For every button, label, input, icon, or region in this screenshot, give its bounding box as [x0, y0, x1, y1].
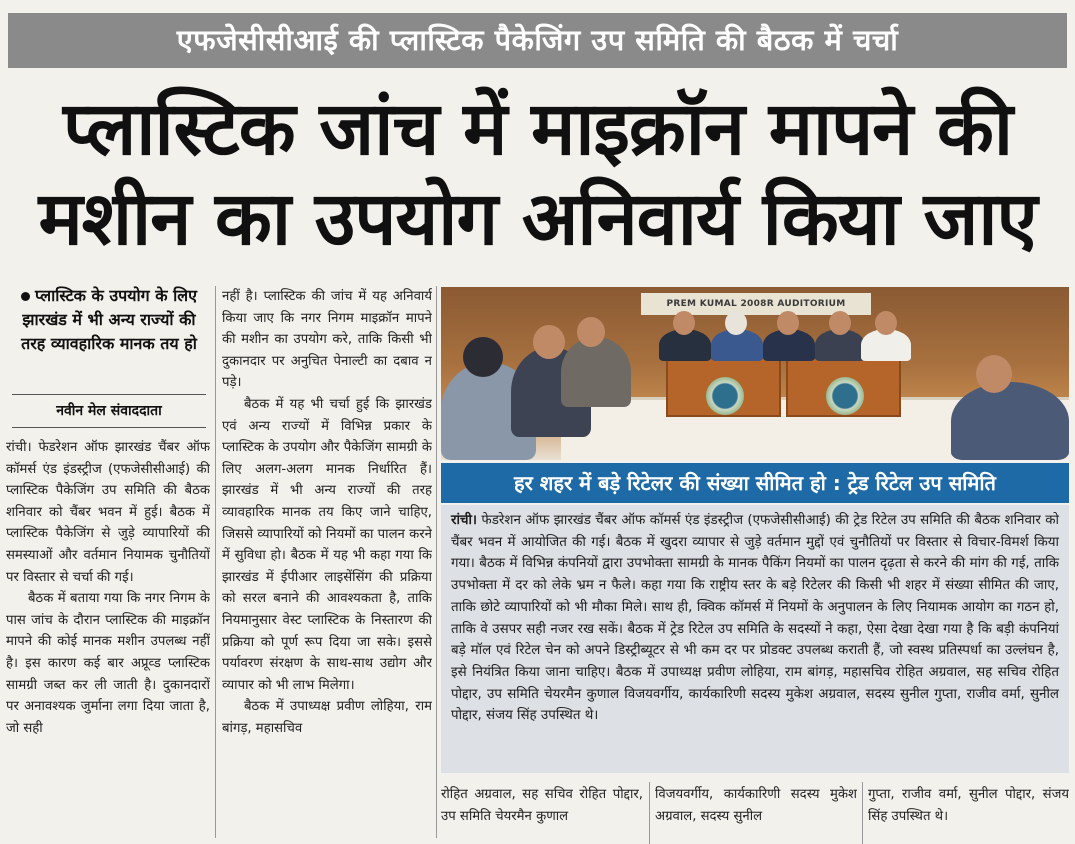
section-banner: एफजेसीसीआई की प्लास्टिक पैकेजिंग उप समिति की बैठक में चर्चा [8, 13, 1067, 68]
headline-line-2: मशीन का उपयोग अनिवार्य किया जाए [38, 176, 1037, 262]
person [561, 337, 631, 407]
byline: नवीन मेल संवाददाता [56, 403, 162, 419]
person-head [777, 311, 799, 335]
person-head [829, 311, 851, 335]
chamber-logo-icon [826, 377, 864, 415]
person-head [976, 355, 1012, 393]
headline-line-1: प्लास्टिक जांच में माइक्रॉन मापने की [62, 86, 1012, 172]
paragraph: बैठक में बताया गया कि नगर निगम के पास जांच के दौरान प्लास्टिक की माइक्रॉन मापने की कोई मानक मशीन उपलब्ध नहीं है। इस कारण कई बार अप्रूव्ड प्लास्टिक सामग्री जब्त कर ली जाती है। दुकानदारों पर अनावश्यक जुर्माना लगा दिया जाता है, जो सही [6, 591, 210, 736]
kicker-text: प्लास्टिक के उपयोग के लिए झारखंड में भी अन्य राज्यों की तरह व्यावहारिक मानक तय हो [21, 286, 197, 353]
sub-headline: हर शहर में बड़े रिटेलर की संख्या सीमित हो : ट्रेड रिटेल उप समिति [441, 463, 1069, 503]
person-head [875, 311, 897, 335]
person-head [673, 311, 695, 335]
article-column-2 [222, 286, 432, 838]
paragraph: रांची। फेडरेशन ऑफ झारखंड चैंबर ऑफ कॉमर्स एंड इंडस्ट्रीज (एफजेसीसीआई) की प्लास्टिक पैकेजिंग उप समिति की बैठक शनिवार को चैंबर भवन में हुई। बैठक में प्लास्टिक पैकेजिंग से जुड़े व्यापारियों की समस्याओं और वर्तमान नियामक चुनौतियों पर विस्तार से चर्चा की गई। [6, 440, 210, 585]
paragraph: नहीं है। प्लास्टिक की जांच में यह अनिवार्य किया जाए कि नगर निगम माइक्रॉन मापने की मशीन का उपयोग करे, ताकि किसी भी दुकानदार पर अनुचित पेनाल्टी का दबाव न पड़े। [222, 289, 432, 391]
meeting-photo [441, 287, 1069, 460]
paragraph: बैठक में यह भी चर्चा हुई कि झारखंड एवं अन्य राज्यों में विभिन्न प्रकार के प्लास्टिक के उपयोग और पैकेजिंग सामग्री के लिए अलग-अलग मानक निर्धारित हैं। झारखंड में भी अन्य राज्यों की तरह व्यावहारिक मानक तय किए जाने चाहिए, जिससे व्यापारियों को नियमों का पालन करने में सुविधा हो। बैठक में यह भी कहा गया कि झारखंड में ईपीआर लाइसेंसिंग की प्रक्रिया को सरल बनाने की आवश्यकता है, ताकि नियमानुसार वेस्ट प्लास्टिक के निस्तारण की प्रक्रिया को पूर्ण रूप दिया जा सके। इससे पर्यावरण संरक्षण के साथ-साथ उद्योग और व्यापार को भी लाभ मिलेगा। [222, 396, 432, 693]
article-column-4: विजयवर्गीय, कार्यकारिणी सदस्य मुकेश अग्रवाल, सदस्य सुनील [655, 787, 857, 824]
divider [12, 394, 206, 395]
person [951, 382, 1069, 460]
dateline: रांची। [451, 513, 477, 528]
headline [6, 84, 1069, 280]
boxed-story [441, 505, 1069, 773]
column-divider [649, 782, 650, 844]
person-head [577, 317, 605, 347]
column-divider [436, 286, 437, 838]
bullet-icon [21, 292, 30, 301]
table-panel [666, 357, 781, 417]
auditorium-sign: PREM KUMAL 2008R AUDITORIUM [641, 293, 871, 315]
article-column-5: गुप्ता, राजीव वर्मा, सुनील पोद्दार, संजय सिंह उपस्थित थे। [868, 787, 1069, 824]
chamber-logo-icon [706, 377, 744, 415]
boxed-story-text: फेडरेशन ऑफ झारखंड चैंबर ऑफ कॉमर्स एंड इंडस्ट्रीज (एफजेसीसीआई) की ट्रेड रिटेल उप समिति की बैठक शनिवार को चैंबर भवन में आयोजित की गई। बैठक में खुदरा व्यापार से जुड़े वर्तमान मुद्दों एवं चुनौतियों पर विस्तार से विचार-विमर्श किया गया। बैठक में विभिन्न कंपनियों द्वारा उपभोक्ता सामग्री के मानक पैकिंग नियमों का पालन दृढ़ता से करने की मांग की गई, ताकि उपभोक्ता में दर को लेके भ्रम न फैले। कहा गया कि राष्ट्रीय स्तर के बड़े रिटेलर की किसी भी शहर में संख्या सीमित की जाए, ताकि छोटे व्यापारियों को भी मौका मिले। साथ ही, क्विक कॉमर्स में नियमों के अनुपालन के लिए नियामक आयोग का गठन हो, ताकि वे उसपर सही नजर रख सकें। बैठक में ट्रेड रिटेल उप समिति के सदस्यों ने कहा, ऐसा देखा देखा गया है कि बड़ी कंपनियां बड़े मॉल एवं रिटेल चेन को अपने डिस्ट्रीब्यूटर से भी कम दर पर प्रोडक्ट उपलब्ध कराती हैं, जो स्वस्थ प्रतिस्पर्धा का उल्लंघन है, इसे नियंत्रित किया जाना चाहिए। बैठक में उपाध्यक्ष प्रवीण लोहिया, राम बांगड़, महासचिव रोहित अग्रवाल, सह सचिव रोहित पोद्दार, उप समिति चेयरमैन कुणाल विजयवर्गीय, कार्यकारिणी सदस्य मुकेश अग्रवाल, सदस्य सुनील गुप्ता, राजीव वर्मा, सुनील पोद्दार, संजय सिंह उपस्थित थे। [451, 513, 1060, 724]
person-head [533, 325, 565, 359]
column-divider [215, 286, 216, 838]
divider [12, 427, 206, 428]
paragraph: बैठक में उपाध्यक्ष प्रवीण लोहिया, राम बांगड़, महासचिव [222, 699, 432, 736]
kicker [14, 284, 204, 384]
person-head [463, 337, 503, 377]
article-column-3: रोहित अग्रवाल, सह सचिव रोहित पोद्दार, उप समिति चेयरमैन कुणाल [441, 787, 643, 824]
person-head [725, 311, 747, 335]
article-column-1 [6, 437, 210, 837]
table-panel [786, 357, 901, 417]
column-divider [862, 782, 863, 844]
